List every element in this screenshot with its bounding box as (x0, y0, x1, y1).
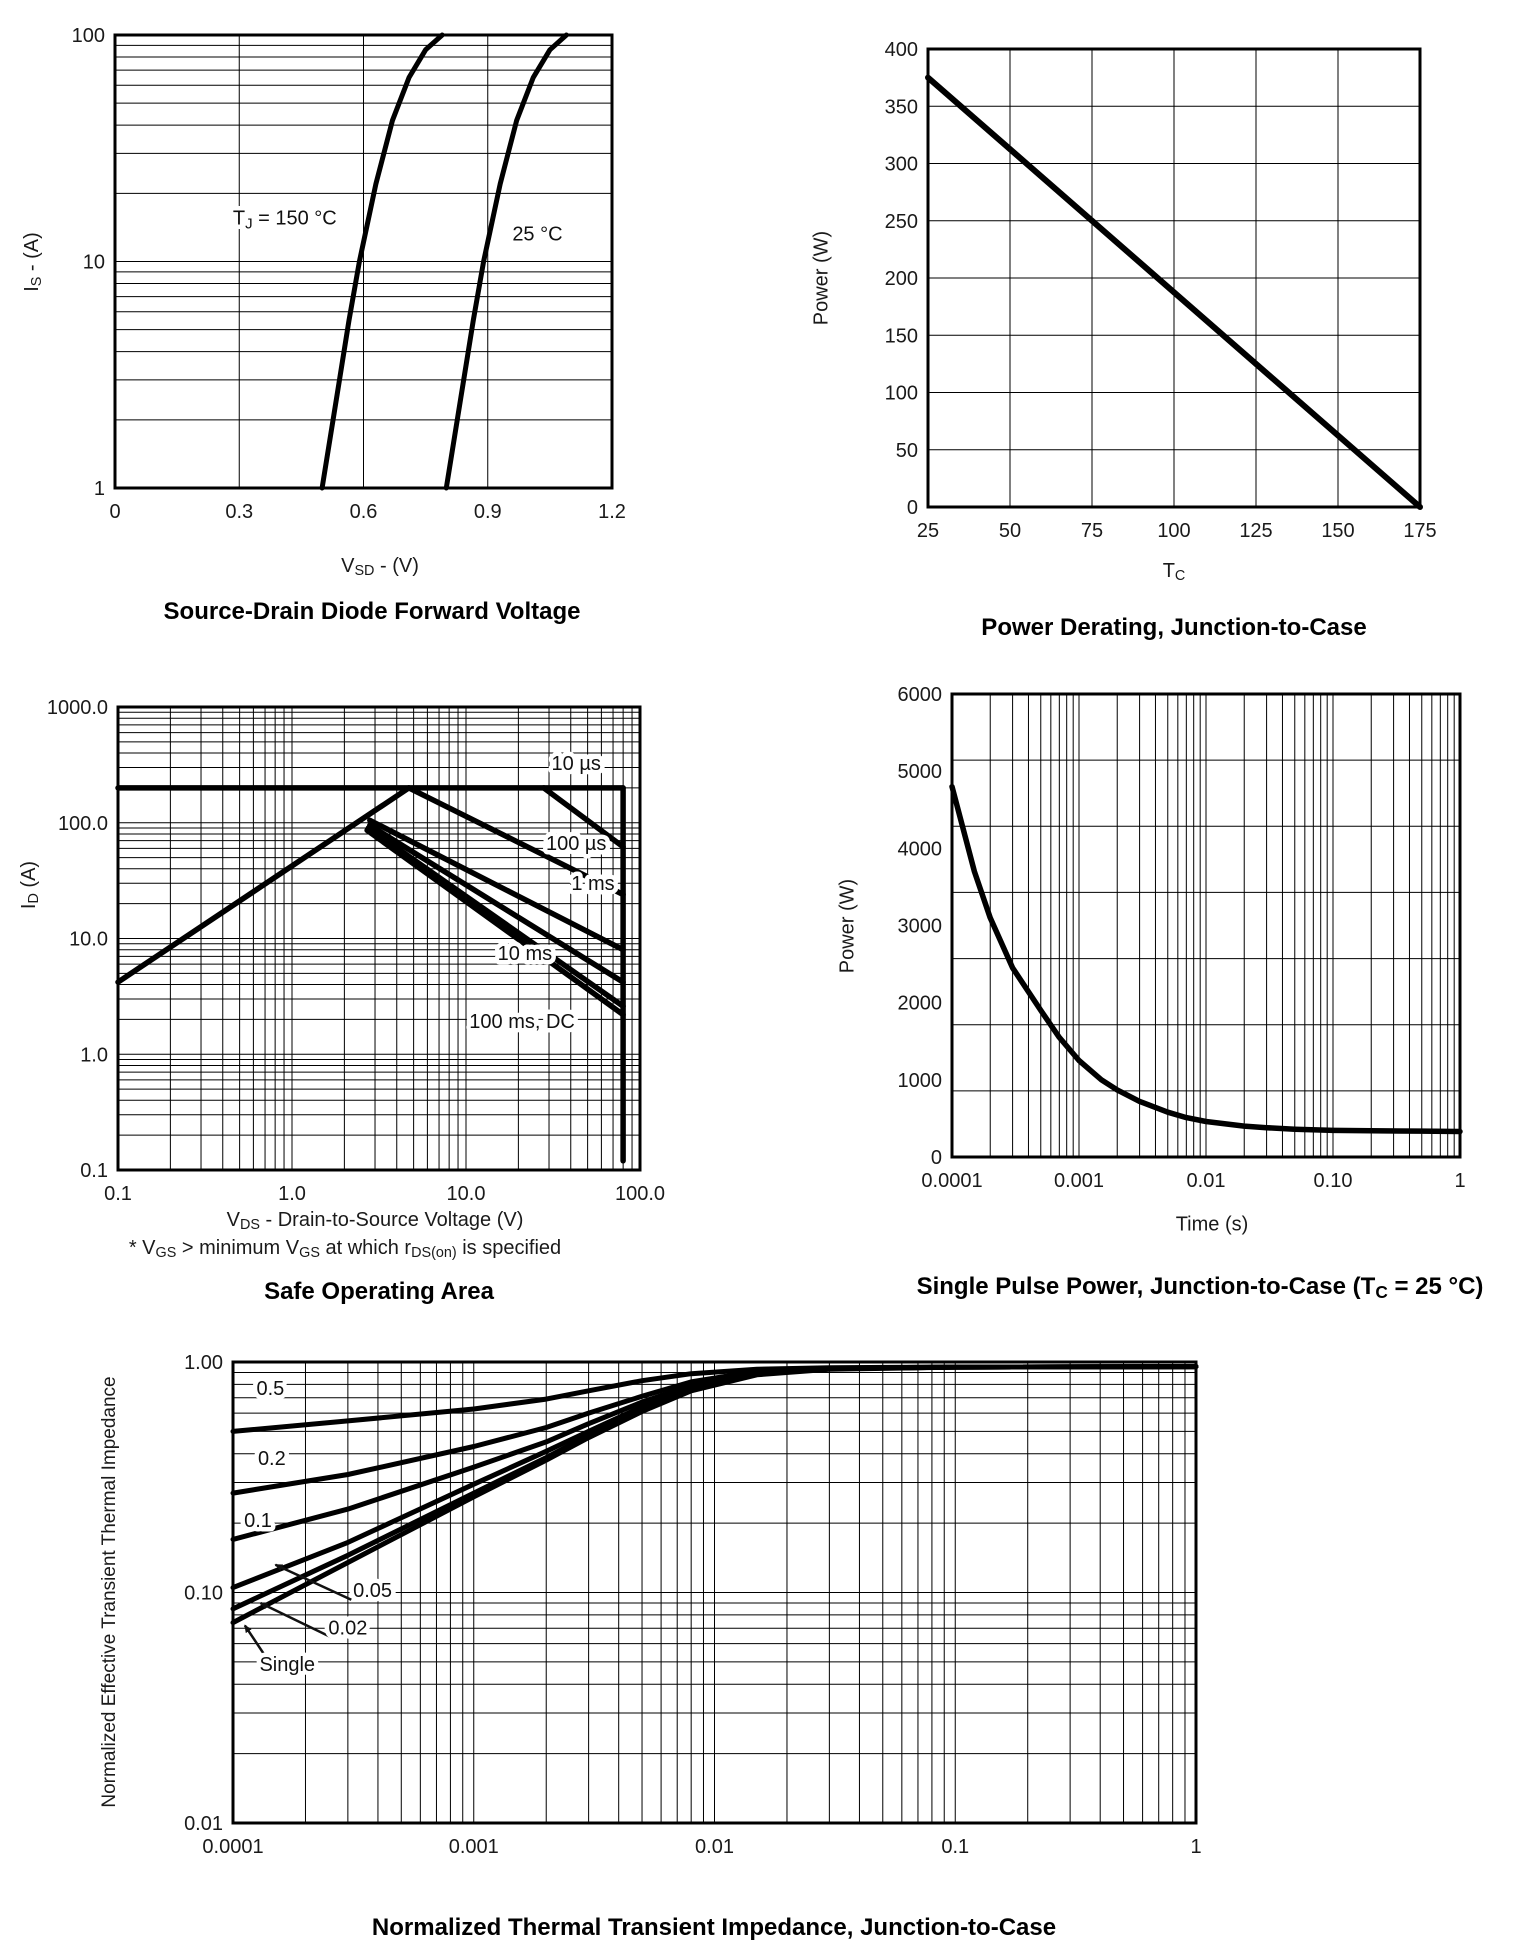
svg-text:400: 400 (884, 39, 918, 61)
svg-text:0.6: 0.6 (349, 501, 378, 523)
svg-text:0: 0 (906, 497, 918, 519)
svg-text:150: 150 (1321, 520, 1355, 542)
diode-x-axis-label: $V_{SD} - (V)$ (341, 554, 419, 580)
svg-text:100: 100 (1157, 520, 1191, 542)
single-pulse-chart-title: Single Pulse Power, Junction-to-Case ($T_C = 25$ °C) (916, 1273, 1484, 1302)
svg-text:5000: 5000 (897, 761, 942, 784)
svg-text:200: 200 (884, 268, 918, 290)
svg-text:10.0: 10.0 (69, 928, 108, 951)
soa-footnote: * $V_{GS}$ > minimum $V_{GS}$ at which $r_{DS(on)}$ is specified (128, 1236, 562, 1262)
svg-text:0.01: 0.01 (695, 1836, 734, 1858)
svg-text:1: 1 (93, 478, 105, 500)
derating-y-axis-label: Power (W) (810, 230, 833, 326)
svg-text:25 °C: 25 °C (512, 223, 563, 246)
svg-text:1: 1 (1454, 1170, 1466, 1192)
svg-text:10 ms: 10 ms (497, 943, 553, 966)
thermal-y-axis-label: Normalized Effective Transient Thermal Impedance (99, 1376, 120, 1808)
svg-text:150: 150 (884, 325, 918, 348)
svg-text:0: 0 (930, 1147, 942, 1169)
svg-text:0.5: 0.5 (256, 1377, 285, 1400)
svg-text:0.1: 0.1 (941, 1836, 970, 1858)
soa-y-axis-label: $I_D$ (A) (17, 860, 43, 910)
single-pulse-x-axis-label: Time (s) (1175, 1213, 1249, 1236)
svg-text:300: 300 (884, 153, 918, 176)
svg-text:6000: 6000 (897, 684, 942, 706)
svg-text:100: 100 (71, 25, 105, 47)
svg-text:350: 350 (884, 96, 918, 119)
thermal-plot (184, 1352, 1202, 1858)
derating-x-axis-label: $T_C$ (1162, 559, 1186, 585)
svg-text:50: 50 (998, 520, 1022, 542)
svg-text:1: 1 (1190, 1836, 1202, 1858)
svg-text:Single: Single (259, 1654, 316, 1677)
svg-text:0.01: 0.01 (1186, 1170, 1226, 1192)
svg-text:0.0001: 0.0001 (921, 1170, 983, 1192)
svg-text:1.0: 1.0 (80, 1044, 108, 1067)
svg-text:0.02: 0.02 (328, 1617, 368, 1640)
svg-text:0.0001: 0.0001 (202, 1836, 264, 1858)
soa-chart-title: Safe Operating Area (264, 1278, 494, 1305)
svg-text:100 µs: 100 µs (545, 833, 607, 856)
svg-text:0.10: 0.10 (184, 1582, 223, 1605)
svg-text:0: 0 (109, 501, 121, 523)
svg-text:100.0: 100.0 (57, 812, 108, 835)
svg-text:0.1: 0.1 (244, 1510, 272, 1533)
svg-text:0.1: 0.1 (104, 1183, 132, 1205)
single-pulse-y-axis-label: Power (W) (836, 878, 859, 974)
svg-text:2000: 2000 (897, 992, 942, 1015)
svg-text:0.001: 0.001 (1053, 1170, 1105, 1192)
soa-x-axis-label: $V_{DS}$ - Drain-to-Source Voltage (V) (226, 1208, 524, 1234)
svg-text:10.0: 10.0 (446, 1183, 486, 1205)
svg-text:0.2: 0.2 (257, 1447, 286, 1470)
svg-text:1.0: 1.0 (278, 1183, 306, 1205)
thermal-chart-title: Normalized Thermal Transient Impedance, Junction-to-Case (371, 1914, 1057, 1941)
svg-text:0.9: 0.9 (473, 501, 502, 523)
svg-text:25: 25 (916, 520, 940, 542)
svg-text:0.1: 0.1 (80, 1160, 108, 1182)
svg-text:0.3: 0.3 (225, 501, 254, 523)
svg-text:0.05: 0.05 (353, 1580, 393, 1603)
svg-text:100: 100 (884, 382, 918, 405)
svg-text:75: 75 (1080, 520, 1104, 542)
svg-text:1000.0: 1000.0 (46, 697, 108, 719)
svg-text:10 µs: 10 µs (551, 752, 601, 775)
svg-text:0.001: 0.001 (448, 1836, 499, 1858)
svg-text:1000: 1000 (897, 1069, 942, 1092)
svg-text:4000: 4000 (897, 838, 942, 861)
svg-text:3000: 3000 (897, 915, 942, 938)
svg-text:250: 250 (884, 210, 918, 233)
svg-text:0.10: 0.10 (1313, 1170, 1353, 1192)
svg-text:125: 125 (1239, 520, 1273, 542)
diode-chart-title: Source-Drain Diode Forward Voltage (163, 598, 581, 625)
svg-text:1 ms: 1 ms (571, 873, 615, 896)
svg-text:10: 10 (82, 251, 105, 274)
svg-text:TJ = 150 °C: $T_J = 150$ °C (232, 207, 337, 233)
svg-text:100.0: 100.0 (614, 1183, 666, 1205)
svg-text:0.01: 0.01 (184, 1813, 223, 1835)
derating-chart-title: Power Derating, Junction-to-Case (981, 614, 1367, 641)
svg-text:175: 175 (1403, 520, 1437, 542)
diode-y-axis-label: $I_S - (A)$ (20, 232, 46, 292)
svg-text:100 ms, DC: 100 ms, DC (469, 1010, 575, 1033)
svg-text:1.00: 1.00 (184, 1352, 223, 1374)
svg-text:50: 50 (895, 439, 918, 462)
svg-text:1.2: 1.2 (598, 501, 626, 523)
